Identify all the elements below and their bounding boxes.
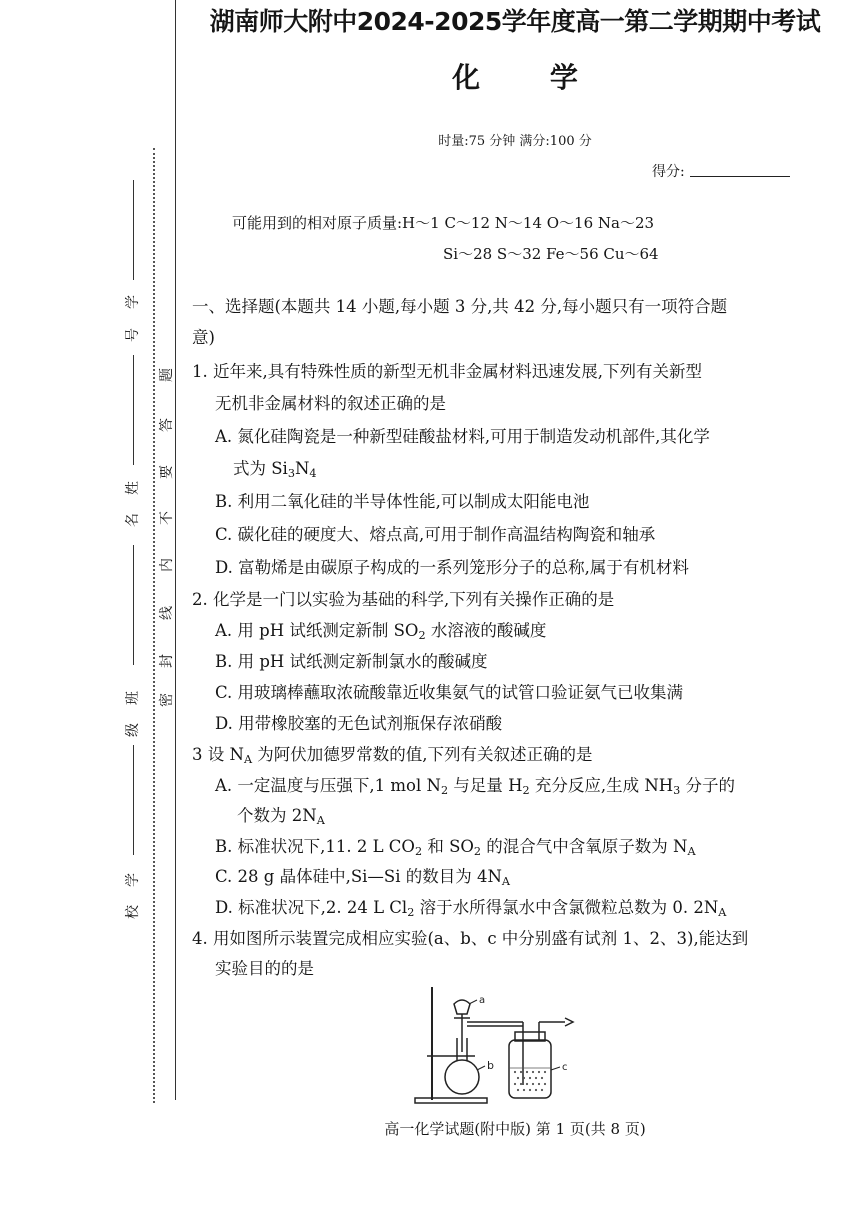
apparatus-diagram <box>405 982 590 1106</box>
page-footer: 高一化学试题(附中版) 第 1 页(共 8 页) <box>384 1120 646 1138</box>
q2-option-a: A. 用 pH 试纸测定新制 $SO_2$ 水溶液的酸碱度 <box>215 621 547 642</box>
atomic-mass-line-2: Si～28 S～32 Fe～56 Cu～64 <box>443 245 659 263</box>
q3-option-a-line-2: 个数为 $2N_A$ <box>237 806 325 827</box>
class-line <box>133 545 134 665</box>
student-id-line <box>133 180 134 280</box>
section-heading-line-1: 一、选择题(本题共 14 小题,每小题 3 分,共 42 分,每小题只有一项符合题 <box>192 297 728 316</box>
q1-option-a-line-2: 式为 $Si_3N_4$ <box>233 459 317 480</box>
label-b: b <box>487 1059 494 1072</box>
name-label-2: 名 <box>125 513 141 527</box>
seal-char-6: 线 <box>159 606 175 620</box>
school-label-2: 校 <box>125 905 141 919</box>
q3-option-d: D. 标准状况下,2. 24 L $Cl_2$ 溶于水所得氯水中含氯微粒总数为 0. $2N_A$ <box>215 898 727 919</box>
seal-char-8: 密 <box>159 693 175 707</box>
q1-stem-line-1: 1. 近年来,具有特殊性质的新型无机非金属材料迅速发展,下列有关新型 <box>192 362 702 381</box>
q3-option-a-line-1: A. 一定温度与压强下,1 mol $N_2$ 与足量 $H_2$ 充分反应,生成 $NH_3$ 分子的 <box>215 776 736 797</box>
q3-stem: 3 设 $N_A$ 为阿伏加德罗常数的值,下列有关叙述正确的是 <box>192 745 593 766</box>
time-info: 时量:75 分钟 满分:100 分 <box>438 134 592 149</box>
seal-char-7: 封 <box>159 654 175 668</box>
q1-stem-line-2: 无机非金属材料的叙述正确的是 <box>215 394 446 413</box>
seal-char-1: 题 <box>159 368 175 382</box>
name-label-1: 姓 <box>125 481 141 495</box>
margin-dotted-line <box>153 148 155 1103</box>
margin-solid-line <box>175 0 176 1100</box>
q1-option-a-line-1: A. 氮化硅陶瓷是一种新型硅酸盐材料,可用于制造发动机部件,其化学 <box>215 427 710 446</box>
q2-option-c: C. 用玻璃棒蘸取浓硫酸靠近收集氨气的试管口验证氨气已收集满 <box>215 683 684 702</box>
q3-option-b: B. 标准状况下,11. 2 L $CO_2$ 和 $SO_2$ 的混合气中含氧原子数为 $N_A$ <box>215 837 696 858</box>
seal-char-4: 不 <box>159 511 175 525</box>
school-line <box>133 745 134 855</box>
student-id-label-2: 号 <box>125 328 141 342</box>
q1-option-c: C. 碳化硅的硬度大、熔点高,可用于制作高温结构陶瓷和轴承 <box>215 525 656 544</box>
seal-char-3: 要 <box>159 465 175 479</box>
score-label: 得分: <box>652 164 685 180</box>
name-line <box>133 355 134 465</box>
section-heading-line-2: 意) <box>192 328 215 347</box>
q3-option-c: C. 28 g 晶体硅中,Si—Si 的数目为 $4N_A$ <box>215 867 511 888</box>
q1-option-b: B. 利用二氧化硅的半导体性能,可以制成太阳能电池 <box>215 492 590 511</box>
q4-stem-line-1: 4. 用如图所示装置完成相应实验(a、b、c 中分别盛有试剂 1、2、3),能达到 <box>192 929 749 948</box>
class-label-2: 级 <box>125 723 141 737</box>
q2-stem: 2. 化学是一门以实验为基础的科学,下列有关操作正确的是 <box>192 590 615 609</box>
q2-option-d: D. 用带橡胶塞的无色试剂瓶保存浓硝酸 <box>215 714 503 733</box>
label-a: a <box>479 995 486 1006</box>
q2-option-b: B. 用 pH 试纸测定新制氯水的酸碱度 <box>215 652 488 671</box>
school-label-1: 学 <box>125 873 141 887</box>
q1-option-d: D. 富勒烯是由碳原子构成的一系列笼形分子的总称,属于有机材料 <box>215 558 689 577</box>
class-label-1: 班 <box>125 691 141 705</box>
student-id-label-1: 学 <box>125 295 141 309</box>
score-blank <box>690 176 790 177</box>
exam-title: 湖南师大附中2024-2025学年度高一第二学期期中考试 <box>209 7 821 36</box>
label-c: c <box>562 1062 568 1073</box>
seal-char-2: 答 <box>159 418 175 432</box>
atomic-mass-line-1: 可能用到的相对原子质量:H～1 C～12 N～14 O～16 Na～23 <box>232 214 655 232</box>
q4-stem-line-2: 实验目的的是 <box>215 959 314 978</box>
seal-char-5: 内 <box>159 558 175 572</box>
subject-title: 化 学 <box>452 61 578 94</box>
